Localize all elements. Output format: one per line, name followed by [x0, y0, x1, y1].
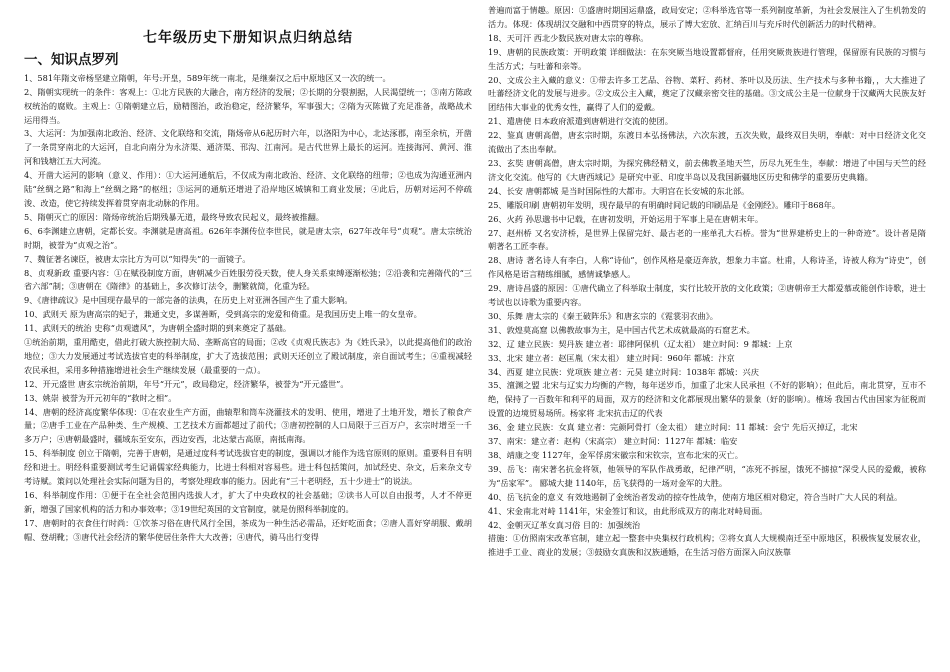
knowledge-item: 42、金朝灭辽革女真习俗 目的：加强统治 [488, 519, 641, 530]
knowledge-item: 39、岳飞：南宋著名抗金将领，他领导的军队作战勇敢，纪律严明，“冻死不拆屋，饿死不掳掠”深受人民的爱戴，被称为“岳家军”。 郾城大捷 1140年，岳飞获得的一场对金军的大胜。 [488, 463, 926, 488]
knowledge-item: ①统治前期，重用酷吏，借此打破大族控制大局、垄断高官的局面；②改《贞观氏族志》为《姓氏录》，以此提高他们的政治地位；③大力发展通过考试选拔官吏的科举制度，扩大了选拔范围；武则天还创立了殿试制度，亲自面试考生；④重视减轻农民承担，采用多种措施增进社会生产继续发展（最重要的一点）。 [24, 337, 472, 375]
knowledge-item: 41、宋金南北对峙 1141年，宋金签订和议，由此形成双方的南北对峙局面。 [488, 505, 768, 516]
knowledge-item: 34、西夏 建立民族：党项族 建立者：元昊 建立时间：1038年 都城：兴庆 [488, 366, 759, 377]
knowledge-item: 11、武则天的统治 史称“贞观遗风”，为唐朝全盛时期的到来奠定了基础。 [24, 323, 292, 334]
knowledge-item: 29、唐诗昌盛的原因：①唐代确立了科举取士制度，实行比较开放的文化政策；②唐朝帝王大都爱慕或能创作诗歌，进士考试也以诗歌为重要内容。 [488, 283, 926, 308]
knowledge-item: 22、鉴真 唐朝高僧，唐玄宗时期，东渡日本弘扬佛法，六次东渡，五次失败，最终双目失明，奉献：对中日经济文化交流做出了杰出奉献。 [488, 130, 926, 155]
knowledge-item: 8、贞观新政 重要内容：①在赋役制度方面，唐朝减少百姓服劳役天数，使人身关系束缚逐渐松弛；②沿袭和完善隋代的“三省六部”制；③唐朝在《隋律》的基础上，多次修订法令，删繁就简，化重为轻。 [24, 267, 472, 292]
knowledge-item: 16、科举制度作用：①便于在全社会范围内选拔人才，扩大了中央政权的社会基础；②读书人可以自由报考，人才不停更新，增强了国家机构的活力和办事效率；③19世纪英国的文官制度，就是仿照科举制度的。 [24, 490, 472, 514]
knowledge-item: 15、科举制度 创立于隋朝，完善于唐朝，是通过度科考试选拔官吏的制度，强调以才能作为选官原则的原则。重要科目有明经和进士。明经科重要测试考生记诵儒家经典能力，比进士科相对容易些。进士科包括策问，加试经史、杂文，后来杂文专考诗赋。策问以处理社会实际问题为目的，考察处理政事的能力。因此有“三十老明经，五十少进士”的说法。 [24, 448, 472, 487]
knowledge-item: 1、581年隋文帝杨坚建立隋朝，年号:开皇，589年统一南北，是继秦汉之后中原地区又一次的统一。 [24, 72, 391, 83]
knowledge-item: 38、靖康之变 1127年，金军俘虏宋徽宗和宋钦宗，宣布北宋的灭亡。 [488, 450, 743, 460]
knowledge-item: 28、唐诗 著名诗人有李白，人称“诗仙”，创作风格是豪迈奔放，想象力丰富。杜甫，人称诗圣，诗被人称为“诗史”，创作风格是语言精练细腻，感情诚挚感人。 [488, 255, 926, 280]
knowledge-item: 31、敦煌莫高窟 以佛教故事为主，是中国古代艺术成就最高的石窟艺术。 [488, 324, 755, 335]
knowledge-item: 9、《唐律疏议》是中国现存最早的一部完备的法典，在历史上对亚洲各国产生了重大影响。 [24, 295, 353, 306]
knowledge-item: 35、澶渊之盟 北宋与辽实力均衡的产物，每年送岁币，加重了北宋人民承担（不好的影响）；但此后，南北贯穿，互市不绝，保持了一百数年和利平的局面，双方的经济和文化都展现出繁华的景象（好的影响）。榷场 我国古代由国家为征税而设置的边境贸易场所。杨家将 北宋抗击辽的代表 [488, 380, 926, 419]
knowledge-item: 25、雕版印刷 唐朝初年发明，现存最早的有明确时间记载的印刷品是《金刚经》。雕印于868年。 [488, 199, 841, 210]
knowledge-item: 18、天可汗 西北少数民族对唐太宗的尊称。 [488, 32, 649, 43]
column-divider [478, 0, 479, 672]
knowledge-item: 24、长安 唐朝都城 是当时国际性的大都市。大明宫在长安城的东北部。 [488, 185, 750, 196]
knowledge-item: 33、北宋 建立者：赵匡胤（宋太祖） 建立时间：960年 都城：汴京 [488, 352, 735, 363]
knowledge-item: 21、遣唐使 日本政府派遣到唐朝进行交流的使团。 [488, 116, 673, 127]
knowledge-item: 6、6李渊建立唐朝，定都长安。李渊就是唐高祖。626年李渊传位李世民，就是唐太宗，627年改年号“贞观”。唐太宗统治时期，被誉为“贞观之治”。 [24, 225, 472, 250]
left-item-list [24, 72, 472, 545]
knowledge-item: 7、魏征著名谏臣，被唐太宗比方为可以“知得失”的一面镜子。 [24, 253, 251, 264]
knowledge-item: 12、开元盛世 唐玄宗统治前期，年号“开元”，政局稳定，经济繁华，被誉为“开元盛世”。 [24, 378, 349, 389]
right-item-list [488, 4, 926, 560]
knowledge-item: 10、武则天 原为唐高宗的妃子，兼通文史，多谋善断，受到高宗的宠爱和倚重。是我国历史上唯一的女皇帝。 [24, 309, 422, 320]
knowledge-item: 27、赵州桥 又名安济桥，是世界上保留完好、最古老的一座单孔大石桥。誉为“世界建桥史上的一种奇迹”。设计者是隋朝著名工匠李春。 [488, 227, 926, 252]
knowledge-item: 26、火药 孙思邈书中记载，在唐初发明，开始运用于军事上是在唐朝末年。 [488, 213, 764, 224]
knowledge-item: 36、金 建立民族：女真 建立者：完颜阿骨打（金太祖） 建立时间：11 都城：会宁 先后灭掉辽，北宋 [488, 422, 858, 433]
right-column [488, 4, 926, 560]
knowledge-item: 19、唐朝的民族政策：开明政策 详细做法：在东突厥当地设置都督府，任用突厥贵族进行管理，保留原有民族的习惯与生活方式；与吐蕃和亲等。 [488, 46, 926, 71]
knowledge-item: 30、乐舞 唐太宗的《秦王破阵乐》和唐玄宗的《霓裳羽衣曲》。 [488, 310, 718, 321]
left-column [24, 4, 472, 545]
knowledge-item: 37、南宋：建立者：赵构（宋高宗） 建立时间：1127年 都城：临安 [488, 436, 738, 447]
knowledge-item: 17、唐朝时的衣食住行时尚：①饮茶习俗在唐代风行全国，茶成为一种生活必需品，还好吃面食；②唐人喜好穿胡服、戴胡帽、登胡靴；③唐代社会经济的繁华使居住条件大大改善；④唐代，骑马出行变得 [24, 517, 472, 542]
knowledge-item: 3、大运河：为加强南北政治、经济、文化联络和交流，隋炀帝从6起历时六年，以洛阳为中心，北达涿郡，南至余杭，开凿了一条贯穿南北的大运河，自北向南分为永济渠、通济渠、邗沟、江南河。是古代世界上最长的运河。连接海河、黄河、淮河和钱塘江五大河流。 [24, 128, 472, 167]
knowledge-item: 40、岳飞抗金的意义 有效地遏制了金统治者发动的掠夺性战争，使南方地区相对稳定，符合当时广大人民的利益。 [488, 491, 903, 502]
knowledge-item: 措施：①仿照南宋改革官制，建立起一整套中央集权行政机构；②将女真人大规模南迁至中原地区，积极恢复发展农业，推进手工业、商业的发展；③鼓励女真族和汉族通婚，在生活习俗方面深入向汉族靠 [488, 533, 926, 558]
knowledge-item: 2、隋朝实现统一的条件：客观上：①北方民族的大融合，南方经济的发展；②长期的分裂割据，人民渴望统一；③南方陈政权统治的腐败。主观上：①隋朝建立后，励精图治，政治稳定，经济繁华，军事强大；②隋为灭陈做了充足准备，战略战术运用得当。 [24, 86, 472, 125]
knowledge-item: 32、辽 建立民族：契丹族 建立者：耶律阿保机（辽太祖） 建立时间：9 都城：上京 [488, 338, 793, 349]
knowledge-item: 普遍而富于情趣。原因：①盛唐时期国运鼎盛，政局安定；②科举选官等一系列制度革新，为社会发展注入了生机勃发的活力。体现：体现胡汉交融和中西贯穿的特点，展示了博大宏放、汇纳百川与充斥时代创新活力的时代精神。 [488, 5, 926, 29]
knowledge-item: 4、开凿大运河的影响（意义、作用）：①大运河通航后，不仅成为南北政治、经济、文化联络的纽带；②也成为沟通亚洲内陆“丝绸之路”和海上“丝绸之路”的枢纽；③运河的通航还增进了沿岸地区城镇和工商业发展；④此后，历朝对运河不停疏浚、改造，使它持续发挥着贯穿南北动脉的作用。 [24, 170, 472, 208]
knowledge-item: 23、玄奘 唐朝高僧，唐太宗时期，为探究佛经精义，前去佛教圣地天竺，历尽九死生生，奉献：增进了中国与天竺的经济文化交流。他写的《大唐西域记》是研究中亚、印度半岛以及我国新疆地区历史和佛学的重要历史典籍。 [488, 157, 926, 182]
section-heading: 一、知识点罗列 [24, 51, 119, 68]
knowledge-item: 14、唐朝的经济高度繁华体现：①在农业生产方面，曲辕犁和筒车浇灌技术的发明、使用，增进了土地开发，增长了粮食产量；②唐手工业在产品种类、生产规模、工艺技术方面都超过了前代；③唐初控制的人口局限于三百万户，玄宗时增至一千多万户；④唐朝最盛时，疆域东至安东，西边安西，北达蒙古高原，南抵南海。 [24, 406, 472, 445]
knowledge-item: 20、文成公主入藏的意义：①带去许多工艺品、谷物、菜籽、药材、茶叶以及历法、生产技术与多种书籍，，大大推进了吐蕃经济文化的发展与进步。②文成公主入藏，奠定了汉藏亲密交往的基础。③文成公主是一位献身于汉藏两大民族友好团结伟大事业的优秀女性，赢得了人们的爱戴。 [488, 74, 926, 113]
knowledge-item: 5、隋朝灭亡的原因：隋炀帝统治后期残暴无道，最终导致农民起义，最终被推翻。 [24, 211, 324, 222]
knowledge-item: 13、姚崇 被誉为开元初年的“救时之相”。 [24, 392, 177, 403]
document-title: 七年级历史下册知识点归纳总结 [143, 30, 353, 46]
